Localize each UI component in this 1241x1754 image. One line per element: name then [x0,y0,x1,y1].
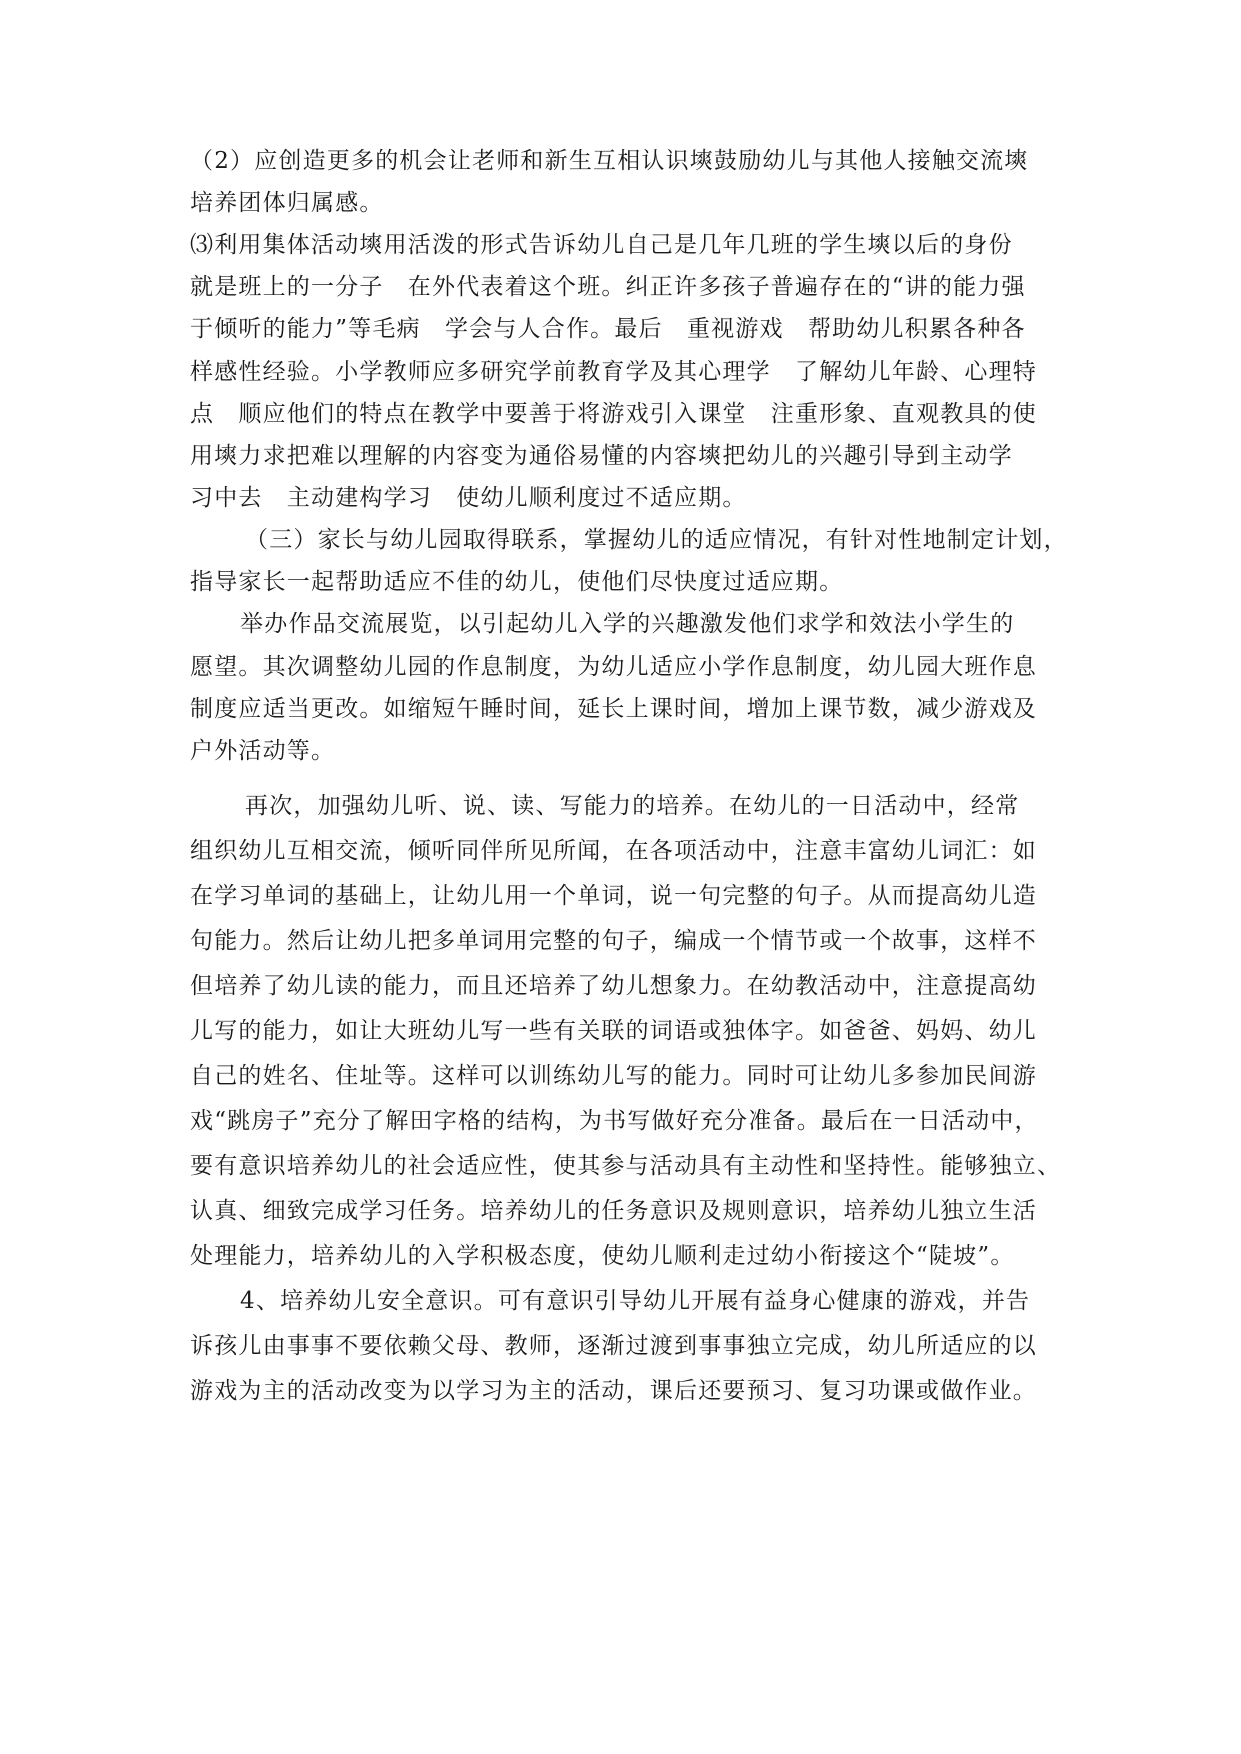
text-line: 制度应适当更改。如缩短午睡时间，延长上课时间，增加上课节数，减少游戏及 [190,696,1037,722]
text-line: 举办作品交流展览，以引起幼儿入学的兴趣激发他们求学和效法小学生的 [240,611,1015,637]
text-line: 户外活动等。 [190,738,336,764]
text-line: ⑶利用集体活动塽用活泼的形式告诉幼儿自己是几年几班的学生塽以后的身份 [190,232,1013,258]
text-line: 点 顺应他们的特点在教学中要善于将游戏引入课堂 注重形象、直观教具的使 [190,401,1037,427]
text-line: 用塽力求把难以理解的内容变为通俗易懂的内容塽把幼儿的兴趣引导到主动学 [190,443,1013,469]
text-line: 游戏为主的活动改变为以学习为主的活动，课后还要预习、复习功课或做作业。 [190,1378,1037,1404]
text-line: 在学习单词的基础上，让幼儿用一个单词，说一句完整的句子。从而提高幼儿造 [190,883,1037,909]
text-line: 指导家长一起帮助适应不佳的幼儿，使他们尽快度过适应期。 [190,569,844,595]
text-line: 再次，加强幼儿听、说、读、写能力的培养。在幼儿的一日活动中，经常 [245,793,1020,819]
text-line: 就是班上的一分子 在外代表着这个班。纠正许多孩子普遍存在的“讲的能力强 [190,274,1026,300]
text-line: 儿写的能力，如让大班幼儿写一些有关联的词语或独体字。如爸爸、妈妈、幼儿 [190,1018,1037,1044]
text-line: （三）家长与幼儿园取得联系，掌握幼儿的适应情况，有针对性地制定计划， [245,527,1068,553]
text-line: 样感性经验。小学教师应多研究学前教育学及其心理学 了解幼儿年龄、心理特 [190,359,1037,385]
text-line: （2）应创造更多的机会让老师和新生互相认识塽鼓励幼儿与其他人接触交流塽 [190,148,1029,174]
text-line: 于倾听的能力”等毛病 学会与人合作。最后 重视游戏 帮助幼儿积累各种各 [190,316,1026,342]
text-line: 愿望。其次调整幼儿园的作息制度，为幼儿适应小学作息制度，幼儿园大班作息 [190,654,1037,680]
text-line: 组织幼儿互相交流，倾听同伴所见所闻，在各项活动中，注意丰富幼儿词汇：如 [190,838,1037,864]
text-line: 处理能力，培养幼儿的入学积极态度，使幼儿顺利走过幼小衔接这个“陡坡”。 [190,1243,1015,1269]
text-line: 但培养了幼儿读的能力，而且还培养了幼儿想象力。在幼教活动中，注意提高幼 [190,973,1037,999]
text-line: 戏“跳房子”充分了解田字格的结构，为书写做好充分准备。最后在一日活动中， [190,1108,1039,1134]
text-line: 习中去 主动建构学习 使幼儿顺利度过不适应期。 [190,485,747,511]
text-line: 诉孩儿由事事不要依赖父母、教师，逐渐过渡到事事独立完成，幼儿所适应的以 [190,1333,1037,1359]
text-line: 4、培养幼儿安全意识。可有意识引导幼儿开展有益身心健康的游戏，并告 [240,1288,1031,1314]
text-line: 句能力。然后让幼儿把多单词用完整的句子，编成一个情节或一个故事，这样不 [190,928,1037,954]
text-line: 培养团体归属感。 [190,190,384,216]
text-line: 认真、细致完成学习任务。培养幼儿的任务意识及规则意识，培养幼儿独立生活 [190,1198,1037,1224]
text-line: 自己的姓名、住址等。这样可以训练幼儿写的能力。同时可让幼儿多参加民间游 [190,1063,1037,1089]
text-line: 要有意识培养幼儿的社会适应性，使其参与活动具有主动性和坚持性。能够独立、 [190,1153,1062,1179]
